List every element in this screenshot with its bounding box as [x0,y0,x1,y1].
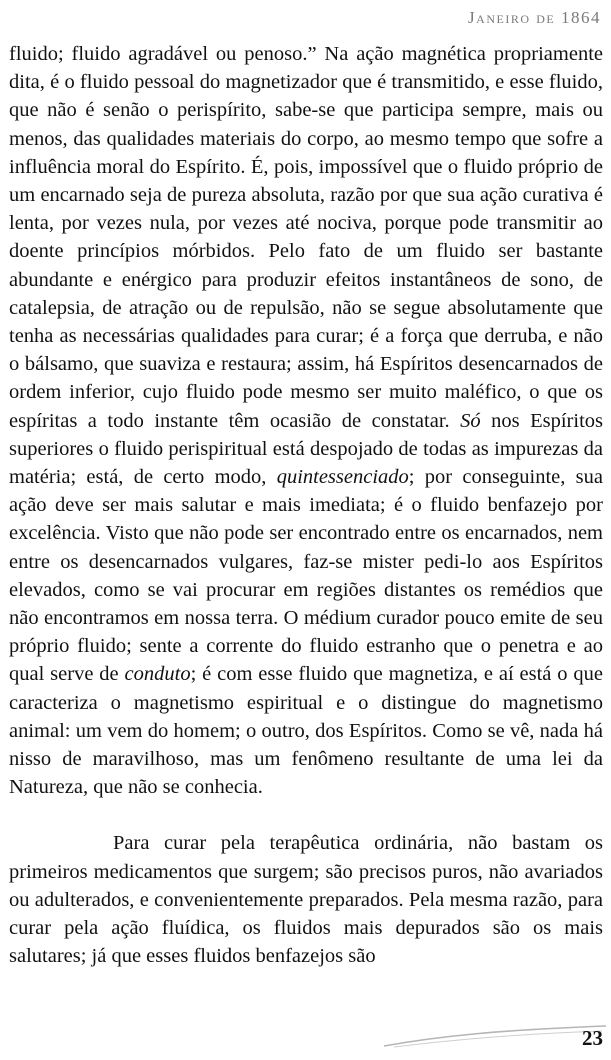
page-body [9,40,603,971]
paragraph-1-text-a: fluido; fluido agradável ou penoso.” Na ação magnética propriamente dita, é o fluido pessoal do magnetizador que é transmitido, e esse fluido, que não é senão o perispírito, sabe-se que participa sempre, mais ou menos, das qualidades materiais do corpo, ao mesmo tempo que sofre a influência moral do Espírito. É, pois, impossível que o fluido próprio de um encarnado seja de pureza absoluta, razão por que sua ação curativa é lenta, por vezes nula, por vezes até nociva, porque pode transmitir ao doente princípios mórbidos. Pelo fato de um fluido ser bastante abundante e enérgico para produzir efeitos instantâneos de sono, de catalepsia, de atração ou de repulsão, não se segue absolutamente que tenha as necessárias qualidades para curar; é a força que derruba, e não o bálsamo, que suaviza e restaura; assim, há Espíritos desencarnados de ordem inferior, cujo fluido pode mesmo ser muito maléfico, o que os espíritas a todo instante têm ocasião de constatar. [9,43,603,432]
paragraph-2: Para curar pela terapêutica ordinária, não bastam os primeiros medicamentos que surgem; são precisos puros, não avariados ou adulterados, e convenientemente preparados. Pela mesma razão, para curar pela ação fluídica, os fluidos mais depurados são os mais salutares; já que esses fluidos benfazejos são [9,832,603,968]
emphasis-quintessenciado: quintessenciado [276,466,409,489]
emphasis-conduto: conduto [124,663,191,686]
footer-swoosh-ornament [380,1022,611,1048]
running-header: Janeiro de 1864 [468,8,601,27]
paragraph-1-text-c: ; por conseguinte, sua ação deve ser mais salutar e mais imediata; é o fluido benfazejo por excelência. Visto que não pode ser encontrado entre os encarnados, nem entre os desencarnados vulgares, faz-se mister pedi-lo aos Espíritos elevados, como se vai procurar em regiões distantes os remédios que não encontramos em nossa terra. O médium curador pouco emite de seu próprio fluido; sente a corrente do fluido estranho que o penetra e ao qual serve de [9,466,604,686]
paragraph-1 [9,40,603,801]
paragraph-1-text-d: ; é com esse fluido que magnetiza, e aí está o que caracteriza o magnetismo espiritual e o distingue do magnetismo animal: um vem do homem; o outro, dos Espíritos. Como se vê, nada há nisso de maravilhoso, mas um fenômeno resultante de uma lei da Natureza, que não se conhecia. [9,663,603,799]
paragraph-1-text-b: nos Espíritos superiores o fluido perispiritual está despojado de todas as impurezas da matéria; está, de certo modo, [9,409,604,489]
page-number: 23 [582,1026,603,1050]
emphasis-so: Só [460,409,481,432]
